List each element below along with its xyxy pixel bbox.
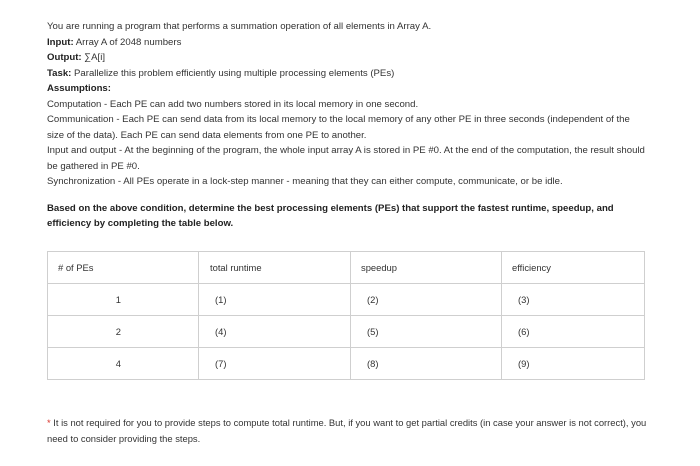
cell-efficiency: (6): [502, 316, 645, 348]
cell-pes: 4: [48, 348, 199, 380]
header-num-pes: # of PEs: [48, 252, 199, 284]
computation-text: Computation - Each PE can add two numbers stored in its local memory in one second.: [47, 98, 419, 110]
output-label: Output:: [47, 52, 82, 63]
input-text: Array A of 2048 numbers: [73, 36, 182, 48]
cell-pes: 2: [48, 316, 199, 348]
output-line: [47, 50, 647, 66]
footnote-text: It is not required for you to provide steps to compute total runtime. But, if you want to get partial credits (in case your answer is not correct), you need to consider providing the steps.: [47, 417, 647, 444]
output-text: ∑A[i]: [81, 52, 106, 63]
cell-runtime: (4): [199, 316, 351, 348]
cell-runtime: (7): [199, 348, 351, 380]
question-text: Based on the above condition, determine the best processing elements (PEs) that support the fastest runtime, speedup, and efficiency by completing the table below.: [47, 202, 614, 229]
cell-speedup: (8): [351, 348, 502, 380]
footnote: [47, 415, 647, 446]
intro-text: You are running a program that performs a summation operation of all elements in Array A.: [47, 21, 432, 32]
task-text: Parallelize this problem efficiently using multiple processing elements (PEs): [71, 67, 395, 79]
io-text: Input and output - At the beginning of the program, the whole input array A is stored in PE #0. At the end of the computation, the result should be gathered in PE #0.: [47, 145, 645, 172]
table-row: [48, 284, 645, 316]
problem-statement: [47, 19, 647, 232]
assumptions-heading: Assumptions:: [47, 83, 111, 94]
communication-text: Communication - Each PE can send data from its local memory to the local memory of any other PE in three seconds (independent of the size of the data). Each PE can send data elements from one PE to another.: [47, 114, 630, 141]
cell-efficiency: (3): [502, 284, 645, 316]
header-efficiency: efficiency: [502, 252, 645, 284]
table-row: [48, 348, 645, 380]
task-line: [47, 66, 647, 82]
header-total-runtime: total runtime: [199, 252, 351, 284]
results-table: [47, 251, 645, 380]
table-header-row: [48, 252, 645, 284]
input-label: Input:: [47, 36, 74, 48]
cell-speedup: (2): [351, 284, 502, 316]
cell-pes: 1: [48, 284, 199, 316]
input-line: [47, 35, 647, 51]
sync-text: Synchronization - All PEs operate in a lock-step manner - meaning that they can either compute, communicate, or be idle.: [47, 176, 563, 187]
task-label: Task:: [47, 67, 72, 79]
table-row: [48, 316, 645, 348]
cell-runtime: (1): [199, 284, 351, 316]
header-speedup: speedup: [351, 252, 502, 284]
cell-speedup: (5): [351, 316, 502, 348]
cell-efficiency: (9): [502, 348, 645, 380]
asterisk: *: [47, 417, 51, 428]
